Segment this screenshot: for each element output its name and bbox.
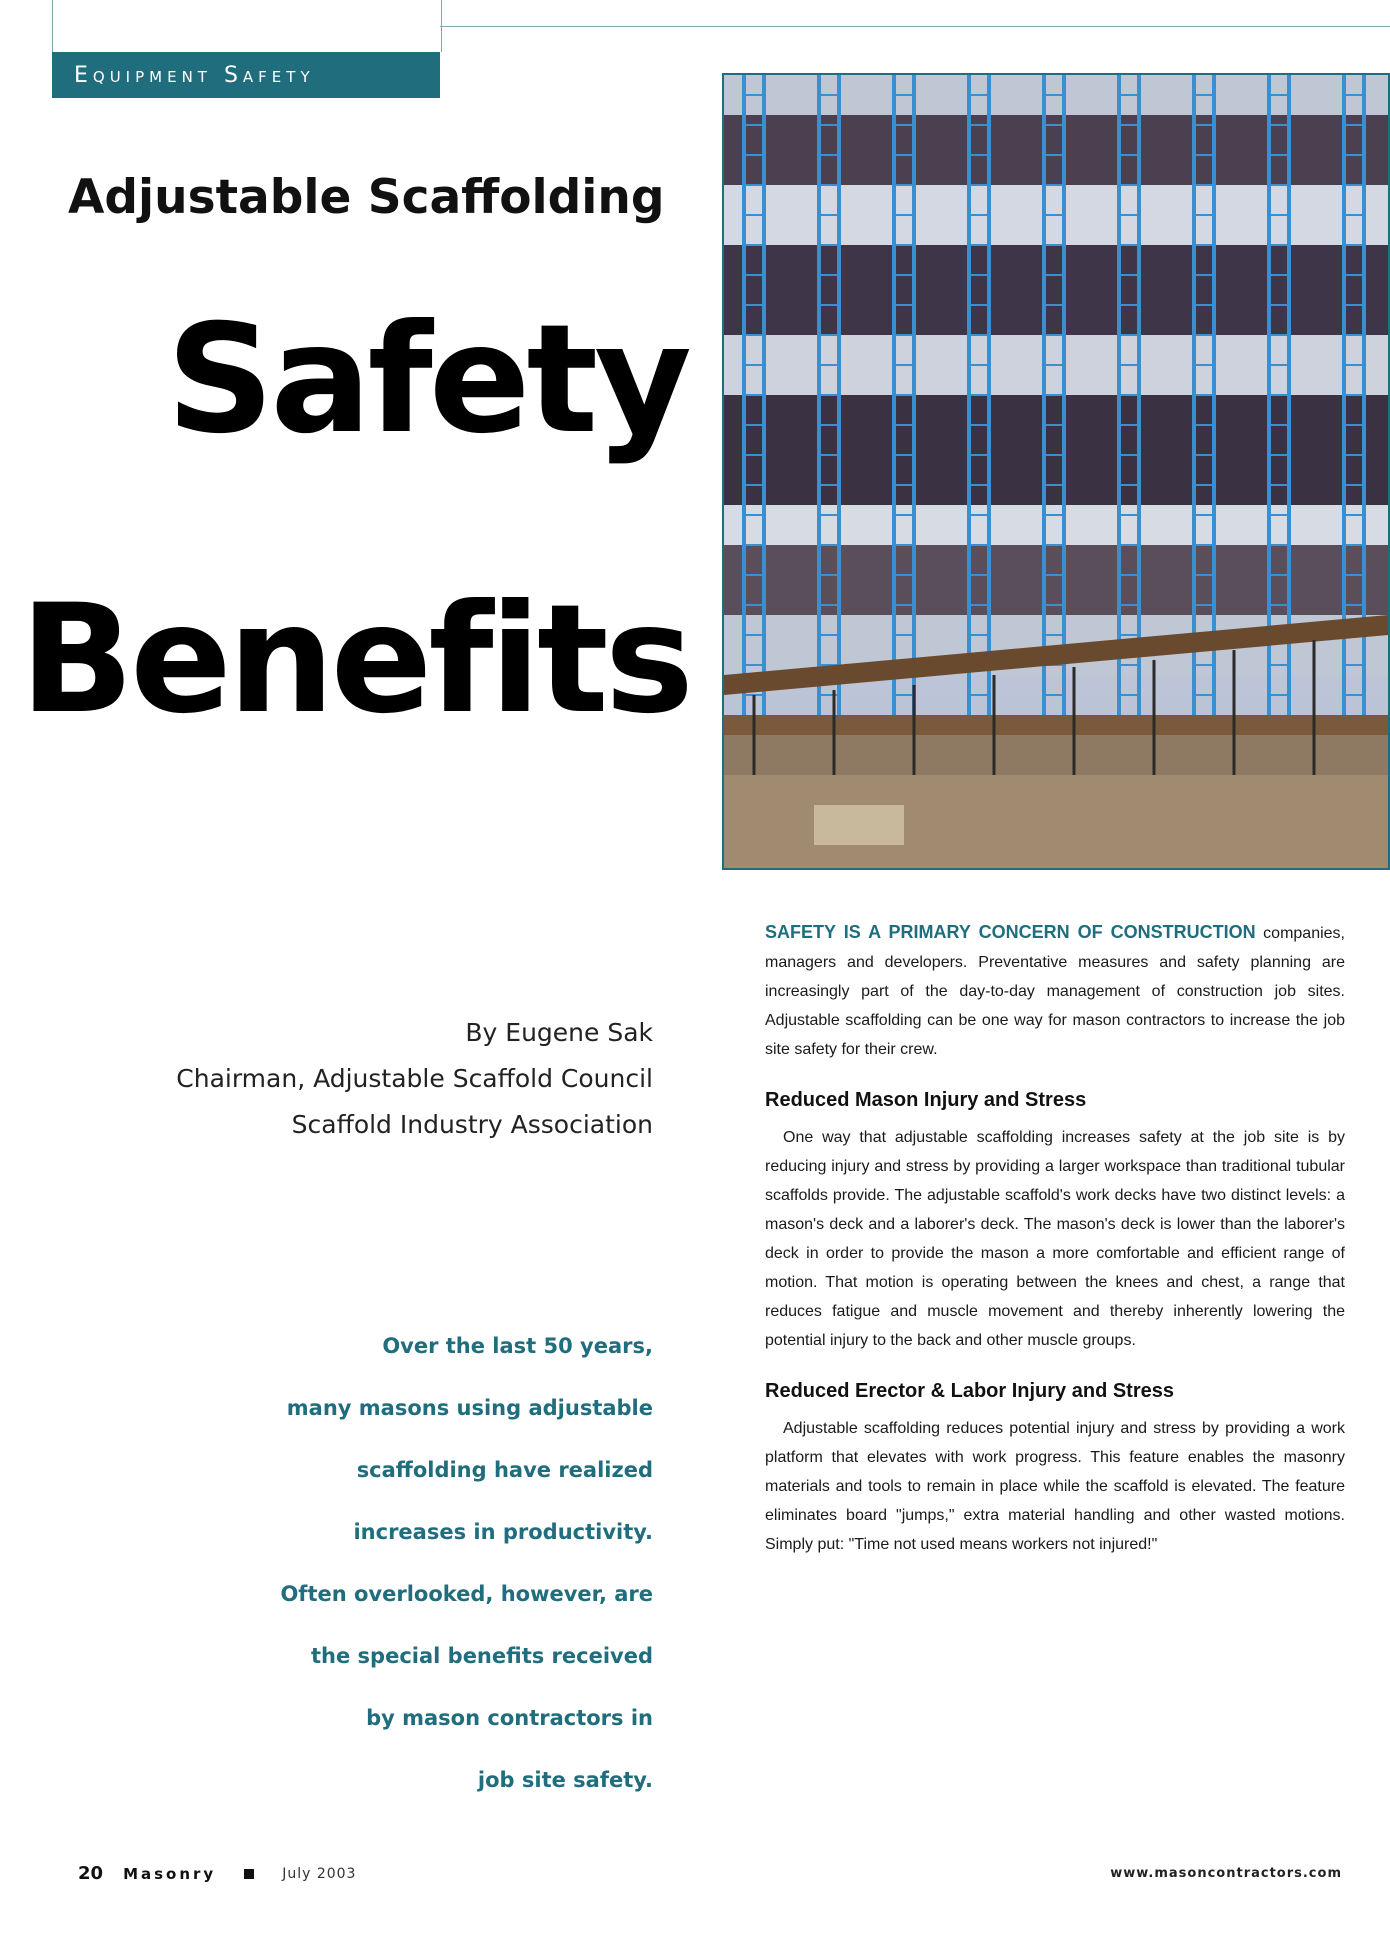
issue-date: July 2003	[282, 1865, 357, 1882]
pullquote-line: many masons using adjustable	[286, 1396, 653, 1420]
section-text-erector: Adjustable scaffolding reduces potential injury and stress by providing a work platform that elevates with work progress. This feature enables the masonry materials and tools to remain in place while the scaffold is elevated. The feature eliminates board "jumps," extra material handling and other wasted motions. Simply put: "Time not used means workers not injured!"	[765, 1420, 1345, 1553]
title-kicker: Adjustable Scaffolding	[68, 170, 665, 225]
section-tab	[52, 52, 440, 98]
scaffolding-photo	[722, 73, 1390, 870]
pullquote-line: scaffolding have realized	[356, 1458, 653, 1482]
pullquote-line: Over the last 50 years,	[382, 1334, 653, 1358]
pullquote-line: job site safety.	[477, 1768, 653, 1792]
page-number: 20	[78, 1863, 104, 1884]
header-frame-line	[52, 0, 442, 52]
byline	[176, 1010, 653, 1148]
footer-website: www.masoncontractors.com	[1110, 1866, 1342, 1881]
pullquote-line: Often overlooked, however, are	[280, 1582, 653, 1606]
byline-role: Chairman, Adjustable Scaffold Council	[176, 1064, 653, 1093]
pullquote-line: the special benefits received	[311, 1644, 653, 1668]
header-rule	[440, 26, 1390, 27]
lead-text: companies, managers and developers. Preventative measures and safety planning are increasingly part of the day-to-day management of construction job sites. Adjustable scaffolding can be one way for mason contractors to increase the job site safety for their crew.	[765, 925, 1345, 1058]
separator-square-icon	[244, 1869, 254, 1879]
title-line-safety: Safety	[166, 293, 688, 467]
article-body	[765, 918, 1345, 1559]
section-heading-mason: Reduced Mason Injury and Stress	[765, 1089, 1087, 1111]
section-text-mason: One way that adjustable scaffolding increases safety at the job site is by reducing injury and stress by providing a larger workspace than traditional tubular scaffolds provide. The adjustable scaffold's work decks have two distinct levels: a mason's deck and a laborer's deck. The mason's deck is lower than the laborer's deck in order to provide the mason a more comfortable and efficient range of motion. That motion is operating between the knees and chest, a range that reduces fatigue and muscle movement and thereby inherently lowering the potential injury to the back and other muscle groups.	[765, 1129, 1345, 1349]
pullquote	[280, 1315, 653, 1811]
footer-folio	[78, 1863, 356, 1884]
ladder-rungs	[744, 95, 1364, 695]
title-line-benefits: Benefits	[19, 573, 690, 747]
lead-caps: SAFETY IS A PRIMARY CONCERN OF CONSTRUCTION	[765, 922, 1256, 942]
byline-org: Scaffold Industry Association	[291, 1110, 653, 1139]
section-label: Equipment Safety	[74, 62, 315, 88]
pullquote-line: increases in productivity.	[353, 1520, 653, 1544]
magazine-name: Masonry	[123, 1864, 217, 1883]
pullquote-line: by mason contractors in	[366, 1706, 653, 1730]
section-heading-erector: Reduced Erector & Labor Injury and Stress	[765, 1380, 1174, 1402]
byline-author: By Eugene Sak	[465, 1018, 653, 1047]
lead-paragraph	[765, 918, 1345, 1064]
